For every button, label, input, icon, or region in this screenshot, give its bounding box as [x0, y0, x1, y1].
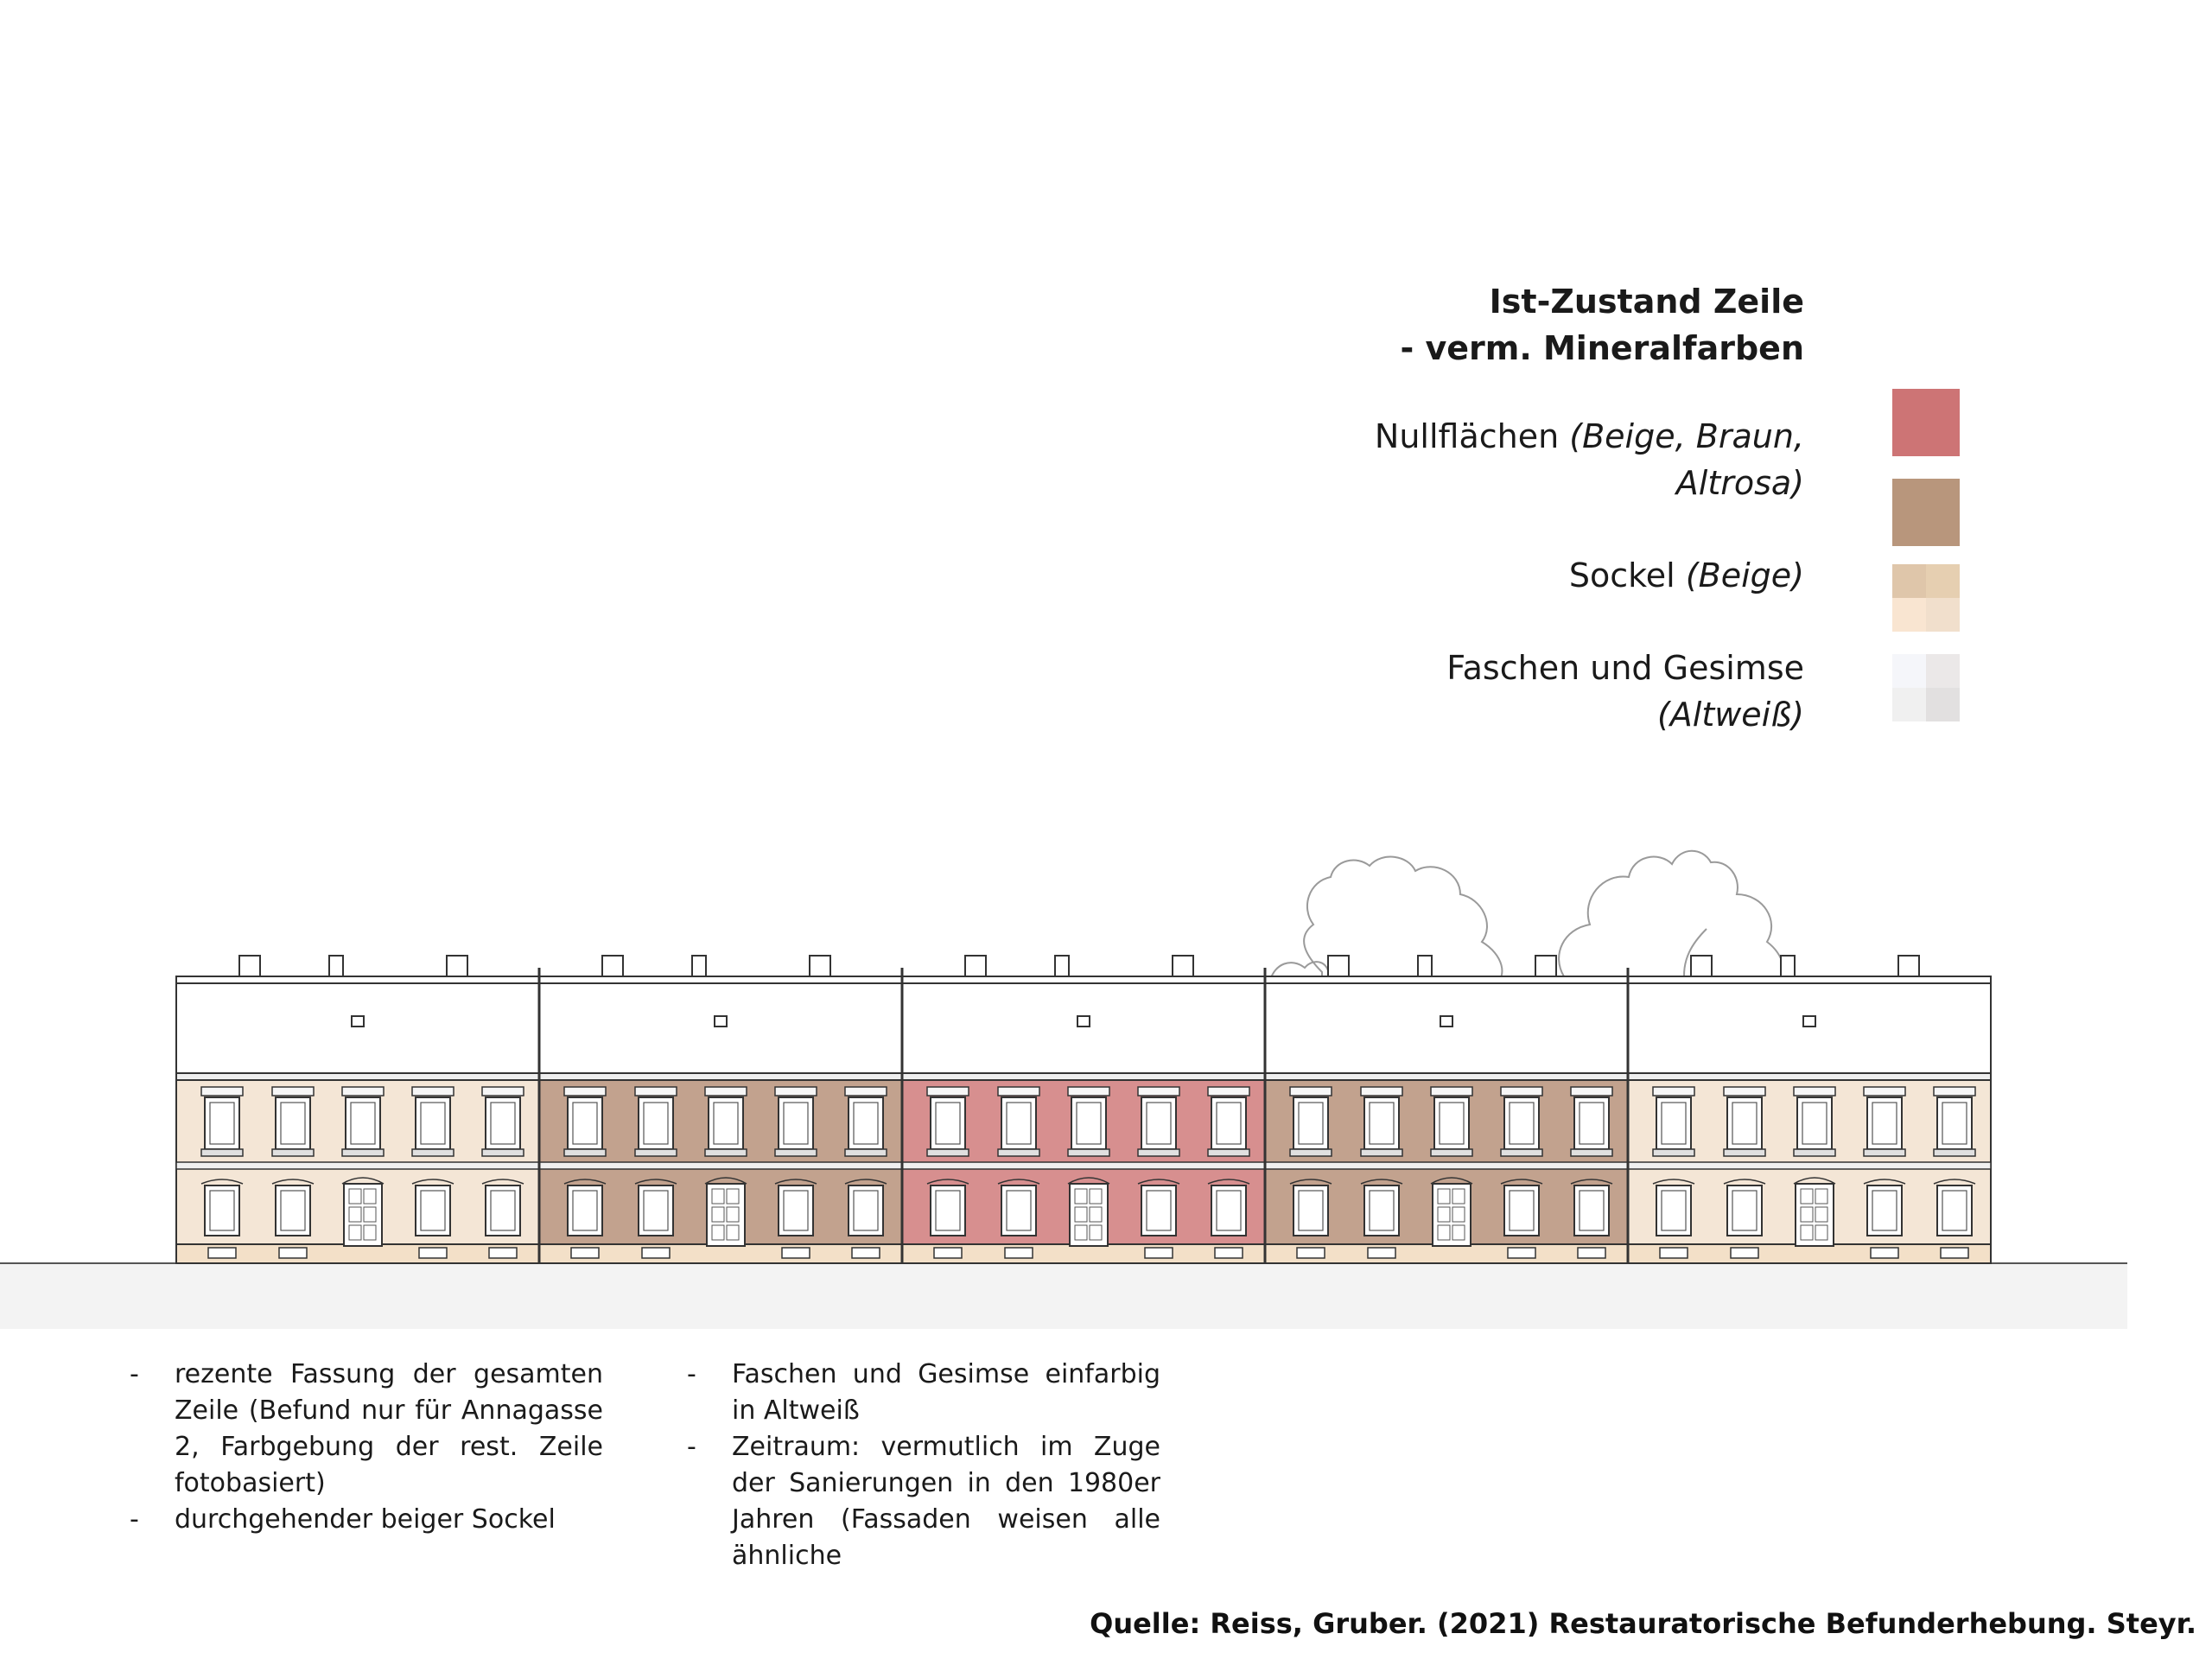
door-panel: [1801, 1207, 1813, 1222]
window-hood: [272, 1087, 314, 1096]
window-sill: [564, 1149, 606, 1156]
swatch-faschen-1: [1892, 654, 1926, 688]
cellar-window: [1145, 1248, 1173, 1258]
floor-cornice: [539, 1162, 902, 1169]
cellar-window: [642, 1248, 670, 1258]
eaves-cornice: [176, 1073, 539, 1080]
door-panel: [1801, 1225, 1813, 1240]
door-panel: [1815, 1207, 1827, 1222]
window-hood: [1138, 1087, 1179, 1096]
window-sill: [845, 1149, 887, 1156]
window-hood: [1934, 1087, 1975, 1096]
window-sill: [1431, 1149, 1472, 1156]
door-panel: [1452, 1225, 1465, 1240]
upper-window-pane: [784, 1103, 808, 1144]
window-sill: [1068, 1149, 1109, 1156]
window-hood: [412, 1087, 454, 1096]
window-sill: [1501, 1149, 1542, 1156]
nullflaechen-colors-2: Altrosa): [1675, 464, 1804, 502]
window-hood: [998, 1087, 1039, 1096]
window-sill: [1934, 1149, 1975, 1156]
swatch-faschen-2: [1926, 654, 1960, 688]
door-panel: [1438, 1207, 1450, 1222]
window-sill: [1290, 1149, 1332, 1156]
ground-window-pane: [1370, 1191, 1394, 1230]
window-sill: [482, 1149, 524, 1156]
upper-window-pane: [1662, 1103, 1686, 1144]
door-panel: [364, 1189, 376, 1204]
floor-cornice: [1628, 1162, 1991, 1169]
ground-window-pane: [1299, 1191, 1323, 1230]
roof: [539, 983, 902, 1073]
roof-vent: [352, 1016, 364, 1027]
cellar-window: [1731, 1248, 1758, 1258]
swatch-altrosa: [1892, 389, 1960, 456]
window-sill: [342, 1149, 384, 1156]
window-sill: [272, 1149, 314, 1156]
upper-window-pane: [1440, 1103, 1464, 1144]
door-panel: [727, 1225, 739, 1240]
window-hood: [775, 1087, 817, 1096]
cellar-window: [1297, 1248, 1325, 1258]
swatch-faschen-4: [1926, 688, 1960, 721]
swatch-sockel-3: [1892, 598, 1926, 632]
cellar-window: [1508, 1248, 1535, 1258]
roof-ridge: [176, 976, 539, 983]
upper-window-pane: [1147, 1103, 1171, 1144]
cellar-window: [852, 1248, 880, 1258]
sockel-label: Sockel: [1568, 556, 1675, 594]
upper-window-pane: [1217, 1103, 1241, 1144]
door-panel: [1452, 1189, 1465, 1204]
row-house-3: [902, 956, 1265, 1263]
nullflaechen-label: Nullflächen: [1374, 417, 1560, 455]
row-house-5: [1628, 956, 1991, 1263]
window-sill: [1794, 1149, 1835, 1156]
swatch-faschen: [1892, 654, 1960, 721]
window-sill: [998, 1149, 1039, 1156]
upper-window-pane: [1077, 1103, 1101, 1144]
eaves-cornice: [1265, 1073, 1628, 1080]
window-sill: [1208, 1149, 1249, 1156]
window-sill: [1864, 1149, 1905, 1156]
upper-window-pane: [936, 1103, 960, 1144]
window-hood: [1361, 1087, 1402, 1096]
window-hood: [342, 1087, 384, 1096]
roof-vent: [715, 1016, 727, 1027]
window-sill: [775, 1149, 817, 1156]
eaves-cornice: [539, 1073, 902, 1080]
note-left-1: - rezente Fassung der gesamten Zeile (Befund nur für Annagasse 2, Farbgebung der rest. Zeile fotobasiert): [130, 1357, 603, 1502]
door-panel: [1815, 1225, 1827, 1240]
upper-window-pane: [714, 1103, 738, 1144]
window-sill: [705, 1149, 747, 1156]
ground-window-pane: [854, 1191, 878, 1230]
roof: [1265, 983, 1628, 1073]
cellar-window: [1215, 1248, 1243, 1258]
cellar-window: [419, 1248, 447, 1258]
row-house-2: [539, 956, 902, 1263]
window-sill: [1571, 1149, 1612, 1156]
window-sill: [1361, 1149, 1402, 1156]
upper-window-pane: [491, 1103, 515, 1144]
cellar-window: [1660, 1248, 1688, 1258]
upper-window-pane: [1510, 1103, 1534, 1144]
upper-window-pane: [644, 1103, 668, 1144]
legend-title-line-2: - verm. Mineralfarben: [1400, 329, 1804, 367]
swatch-braun: [1892, 479, 1960, 546]
window-sill: [1653, 1149, 1694, 1156]
ground-window-pane: [491, 1191, 515, 1230]
legend-title: [1400, 278, 1804, 372]
ground-window-pane: [1007, 1191, 1031, 1230]
window-hood: [1571, 1087, 1612, 1096]
ground-window-pane: [573, 1191, 597, 1230]
note-right-2: - Zeitraum: vermutlich im Zuge der Sanierungen in den 1980er Jahren (Fassaden weisen alle ähnliche: [687, 1429, 1160, 1574]
cellar-window: [1005, 1248, 1033, 1258]
upper-window-pane: [854, 1103, 878, 1144]
upper-window-pane: [351, 1103, 375, 1144]
cellar-window: [1941, 1248, 1968, 1258]
cellar-window: [1871, 1248, 1898, 1258]
door-panel: [1452, 1207, 1465, 1222]
door-panel: [1438, 1225, 1450, 1240]
upper-window-pane: [210, 1103, 234, 1144]
roof-vent: [1803, 1016, 1815, 1027]
ground-window-pane: [644, 1191, 668, 1230]
door-panel: [712, 1207, 724, 1222]
door-panel: [1075, 1207, 1087, 1222]
sockel-colors: (Beige): [1685, 556, 1804, 594]
ground-window-pane: [784, 1191, 808, 1230]
source-citation: Quelle: Reiss, Gruber. (2021) Restauratorische Befunderhebung. Steyr.: [1090, 1607, 2196, 1640]
door-panel: [1075, 1189, 1087, 1204]
window-hood: [564, 1087, 606, 1096]
cellar-window: [782, 1248, 810, 1258]
window-hood: [1431, 1087, 1472, 1096]
ground-window-pane: [281, 1191, 305, 1230]
door-panel: [364, 1207, 376, 1222]
door-panel: [349, 1225, 361, 1240]
roof: [176, 983, 539, 1073]
door-panel: [727, 1207, 739, 1222]
cellar-window: [489, 1248, 517, 1258]
door-panel: [1815, 1189, 1827, 1204]
legend-sockel: [1569, 552, 1804, 599]
upper-window-pane: [1732, 1103, 1757, 1144]
upper-window-pane: [1370, 1103, 1394, 1144]
door-panel: [349, 1207, 361, 1222]
upper-window-pane: [1007, 1103, 1031, 1144]
upper-window-pane: [1299, 1103, 1323, 1144]
floor-cornice: [1265, 1162, 1628, 1169]
door-panel: [1090, 1225, 1102, 1240]
tree-outline-right: [1559, 851, 1784, 985]
upper-window-pane: [281, 1103, 305, 1144]
roof-vent: [1077, 1016, 1090, 1027]
cellar-window: [279, 1248, 307, 1258]
cellar-window: [1368, 1248, 1395, 1258]
upper-window-pane: [421, 1103, 445, 1144]
roof-ridge: [539, 976, 902, 983]
facade-elevation-drawing: [0, 812, 2212, 1331]
cellar-window: [571, 1248, 599, 1258]
upper-window-pane: [1802, 1103, 1827, 1144]
upper-window-pane: [1580, 1103, 1604, 1144]
ground-window-pane: [1732, 1191, 1757, 1230]
window-sill: [201, 1149, 243, 1156]
door-panel: [1075, 1225, 1087, 1240]
door-panel: [712, 1189, 724, 1204]
ground-window-pane: [1217, 1191, 1241, 1230]
roof-ridge: [1265, 976, 1628, 983]
ground-band: [0, 1263, 2127, 1329]
swatch-sockel: [1892, 564, 1960, 632]
cellar-window: [934, 1248, 962, 1258]
window-hood: [482, 1087, 524, 1096]
upper-window-pane: [573, 1103, 597, 1144]
door-panel: [712, 1225, 724, 1240]
window-sill: [412, 1149, 454, 1156]
window-hood: [1068, 1087, 1109, 1096]
eaves-cornice: [1628, 1073, 1991, 1080]
door-panel: [1090, 1207, 1102, 1222]
row-house-4: [1265, 956, 1628, 1263]
nullflaechen-colors-1: (Beige, Braun,: [1569, 417, 1804, 455]
legend-faschen: [1446, 645, 1804, 738]
cellar-window: [1578, 1248, 1605, 1258]
swatch-sockel-2: [1926, 564, 1960, 598]
cellar-window: [208, 1248, 236, 1258]
floor-cornice: [902, 1162, 1265, 1169]
window-sill: [635, 1149, 677, 1156]
ground-window-pane: [421, 1191, 445, 1230]
window-hood: [845, 1087, 887, 1096]
window-hood: [1208, 1087, 1249, 1096]
notes-right: [687, 1357, 1160, 1574]
window-hood: [1501, 1087, 1542, 1096]
window-hood: [1794, 1087, 1835, 1096]
door-panel: [1438, 1189, 1450, 1204]
ground-window-pane: [1872, 1191, 1897, 1230]
window-hood: [635, 1087, 677, 1096]
upper-window-pane: [1872, 1103, 1897, 1144]
faschen-colors: (Altweiß): [1656, 696, 1804, 734]
roof: [902, 983, 1265, 1073]
ground-window-pane: [936, 1191, 960, 1230]
note-right-1: - Faschen und Gesimse einfarbig in Altweiß: [687, 1357, 1160, 1429]
legend-title-line-1: Ist-Zustand Zeile: [1489, 283, 1804, 321]
window-hood: [1290, 1087, 1332, 1096]
window-hood: [201, 1087, 243, 1096]
eaves-cornice: [902, 1073, 1265, 1080]
roof-ridge: [1628, 976, 1991, 983]
door-panel: [364, 1225, 376, 1240]
window-sill: [1138, 1149, 1179, 1156]
door-panel: [349, 1189, 361, 1204]
ground-window-pane: [1510, 1191, 1534, 1230]
swatch-sockel-4: [1926, 598, 1960, 632]
window-sill: [1724, 1149, 1765, 1156]
swatch-sockel-1: [1892, 564, 1926, 598]
row-houses: [176, 956, 1991, 1263]
faschen-label: Faschen und Gesimse: [1446, 649, 1804, 687]
swatch-faschen-3: [1892, 688, 1926, 721]
window-sill: [927, 1149, 969, 1156]
window-hood: [705, 1087, 747, 1096]
door-panel: [1090, 1189, 1102, 1204]
roof-ridge: [902, 976, 1265, 983]
door-panel: [727, 1189, 739, 1204]
roof-vent: [1440, 1016, 1452, 1027]
window-hood: [1724, 1087, 1765, 1096]
ground-window-pane: [1662, 1191, 1686, 1230]
window-hood: [1864, 1087, 1905, 1096]
roof: [1628, 983, 1991, 1073]
ground-window-pane: [1147, 1191, 1171, 1230]
notes-left: [130, 1357, 603, 1538]
legend-nullflaechen: [1375, 413, 1804, 506]
floor-cornice: [176, 1162, 539, 1169]
ground-window-pane: [210, 1191, 234, 1230]
ground-window-pane: [1580, 1191, 1604, 1230]
ground-window-pane: [1942, 1191, 1967, 1230]
window-hood: [927, 1087, 969, 1096]
door-panel: [1801, 1189, 1813, 1204]
note-left-2: - durchgehender beiger Sockel: [130, 1502, 603, 1538]
window-hood: [1653, 1087, 1694, 1096]
upper-window-pane: [1942, 1103, 1967, 1144]
row-house-1: [176, 956, 539, 1263]
